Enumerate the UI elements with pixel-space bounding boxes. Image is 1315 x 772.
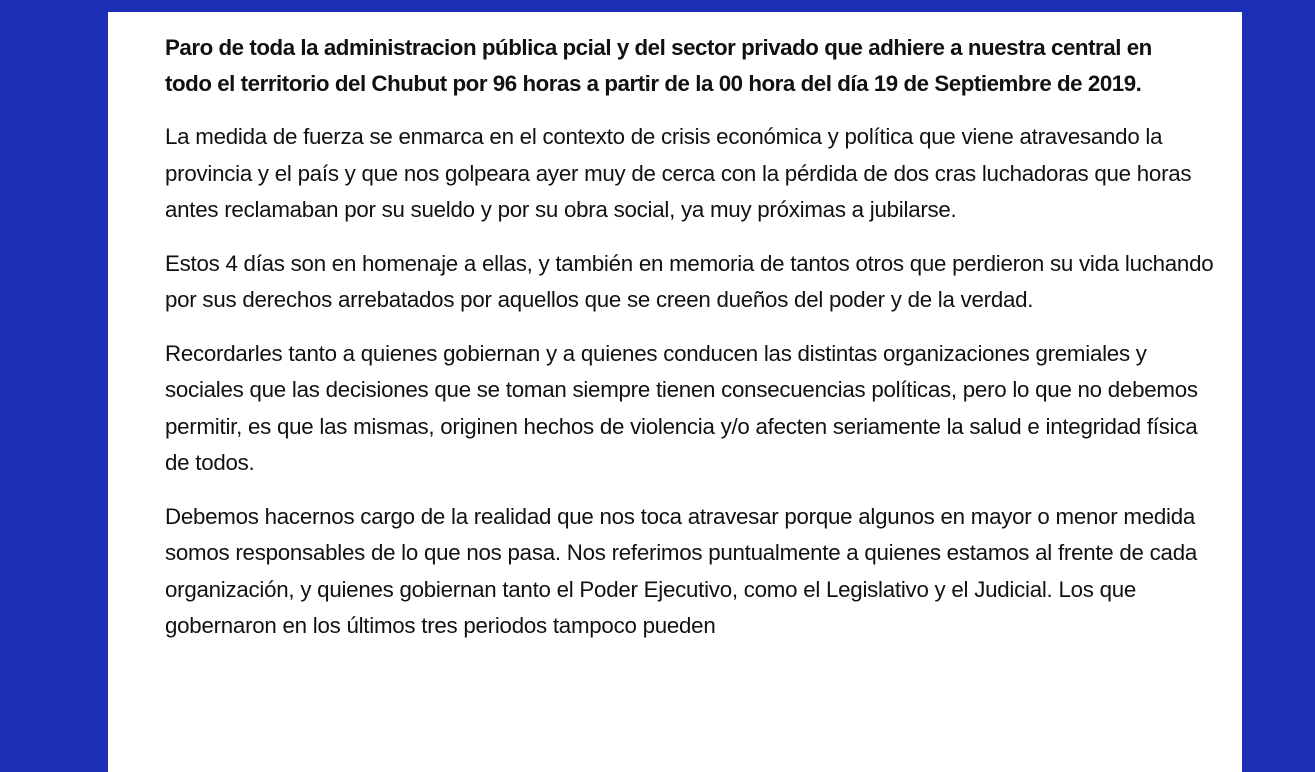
document-page	[108, 12, 1242, 772]
document-paragraph-4: Debemos hacernos cargo de la realidad que nos toca atravesar porque algunos en mayor o menor medida somos responsables de lo que nos pasa. Nos referimos puntualmente a quienes estamos al frente de cada organización, y quienes gobiernan tanto el Poder Ejecutivo, como el Legislativo y el Judicial. Los que gobernaron en los últimos tres periodos tampoco pueden	[165, 503, 1198, 638]
document-heading: Paro de toda la administracion pública pcial y del sector privado que adhiere a nuestra central en todo el territorio del Chubut por 96 horas a partir de la 00 hora del día 19 de Septiembre de 2019.	[165, 35, 1152, 96]
document-paragraph-3: Recordarles tanto a quienes gobiernan y a quienes conducen las distintas organizaciones gremiales y sociales que las decisiones que se toman siempre tienen consecuencias políticas, pero lo que no debemos permitir, es que las mismas, originen hechos de violencia y/o afecten seriamente la salud e integridad física de todos.	[165, 340, 1198, 475]
document-paragraph-1: La medida de fuerza se enmarca en el contexto de crisis económica y política que viene atravesando la provincia y el país y que nos golpeara ayer muy de cerca con la pérdida de dos cras luchadoras que horas antes reclamaban por su sueldo y por su obra social, ya muy próximas a jubilarse.	[165, 124, 1192, 222]
document-paragraph-2: Estos 4 días son en homenaje a ellas, y también en memoria de tantos otros que perdieron su vida luchando por sus derechos arrebatados por aquellos que se creen dueños del poder y de la verdad.	[165, 250, 1214, 312]
